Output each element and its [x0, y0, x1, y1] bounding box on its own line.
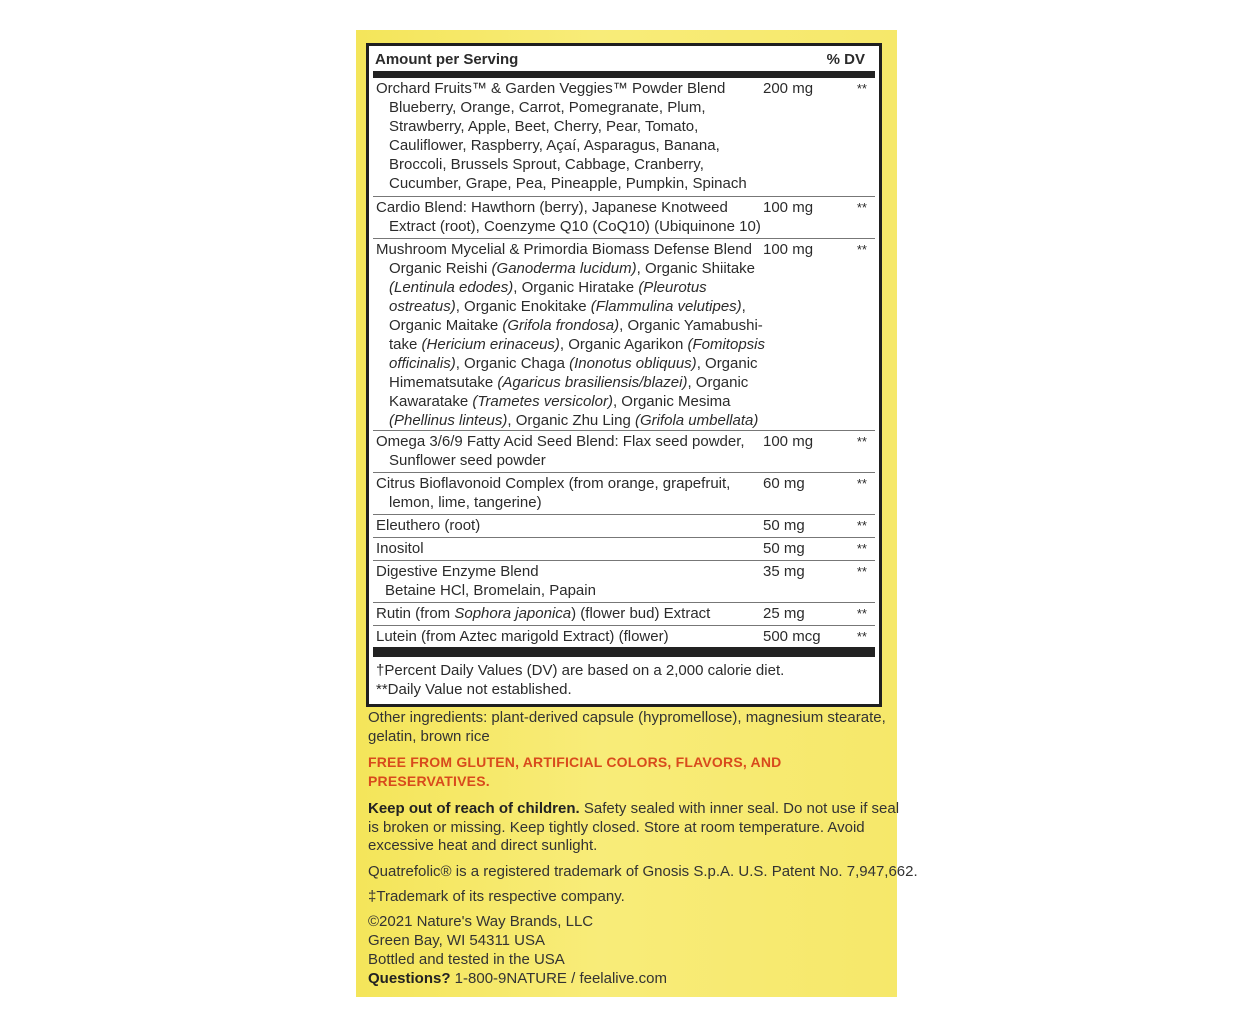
ingredient-amount: 60 mg	[763, 475, 805, 492]
ingredient-sub-line	[376, 259, 761, 278]
ingredient-sub-line: Cauliflower, Raspberry, Açaí, Asparagus, Banana,	[389, 137, 720, 154]
ingredient-text: , Organic Hiratake	[513, 279, 639, 296]
table-row	[373, 78, 875, 196]
latin-name: (Lentinula edodes)	[389, 279, 514, 296]
ingredient-title: Eleuthero (root)	[376, 517, 481, 534]
ingredient-sub-line	[376, 392, 761, 411]
latin-name: officinalis)	[389, 355, 456, 372]
ingredient-sub-line: Sunflower seed powder	[389, 452, 546, 469]
ingredient-sub-line	[376, 278, 761, 297]
ingredient-sub-line: lemon, lime, tangerine)	[389, 494, 542, 511]
latin-name: (Inonotus obliquus)	[569, 355, 697, 372]
ingredient-title-part: Sophora japonica	[454, 605, 572, 622]
ingredient-sub-line: Strawberry, Apple, Beet, Cherry, Pear, Tomato,	[389, 118, 699, 135]
trademark-respective: ‡Trademark of its respective company.	[368, 888, 625, 905]
ingredient-sub-line	[376, 297, 761, 316]
latin-name: (Pleurotus	[638, 279, 707, 296]
dv-header: % DV	[826, 51, 865, 68]
ingredient-sub-line: Blueberry, Orange, Carrot, Pomegranate, Plum,	[389, 99, 706, 116]
keep-out-line-3: excessive heat and direct sunlight.	[368, 837, 598, 854]
ingredient-dv: **	[856, 541, 867, 556]
ingredient-text: , Organic Zhu Ling	[507, 412, 635, 429]
latin-name: (Hericium erinaceus)	[421, 336, 560, 353]
ingredient-name	[376, 516, 761, 535]
ingredient-name	[376, 539, 761, 558]
keep-out-line-2: is broken or missing. Keep tightly closed. Store at room temperature. Avoid	[368, 819, 865, 836]
ingredient-sub-line: Betaine HCl, Bromelain, Papain	[385, 582, 596, 599]
ingredient-title: Cardio Blend: Hawthorn (berry), Japanese Knotweed	[376, 199, 728, 216]
ingredient-text: , Organic Agarikon	[559, 336, 688, 353]
ingredient-dv: **	[856, 564, 867, 579]
ingredient-title: Mushroom Mycelial & Primordia Biomass Defense Blend	[376, 241, 752, 258]
ingredient-sub-line	[376, 354, 761, 373]
latin-name: (Trametes versicolor)	[472, 393, 613, 410]
ingredient-sub-line: Extract (root), Coenzyme Q10 (CoQ10) (Ubiquinone 10)	[389, 218, 761, 235]
free-from-line-2: PRESERVATIVES.	[368, 773, 490, 789]
ingredient-name	[376, 240, 765, 430]
ingredient-text: , Organic Enokitake	[455, 298, 591, 315]
free-from-line-1: FREE FROM GLUTEN, ARTIFICIAL COLORS, FLAVORS, AND	[368, 754, 782, 770]
ingredient-dv: **	[856, 242, 867, 257]
ingredient-text: , Organic Yamabushi-	[619, 317, 763, 334]
ingredient-dv: **	[856, 606, 867, 621]
ingredient-text: Himematsutake	[389, 374, 498, 391]
ingredient-title: Citrus Bioflavonoid Complex (from orange, grapefruit,	[376, 475, 731, 492]
ingredient-dv: **	[856, 434, 867, 449]
ingredient-name	[376, 198, 761, 236]
ingredient-title: Orchard Fruits™ & Garden Veggies™ Powder Blend	[376, 80, 726, 97]
ingredient-amount: 50 mg	[763, 540, 805, 557]
ingredient-amount: 100 mg	[763, 241, 814, 258]
ingredient-text: , Organic Mesima	[612, 393, 731, 410]
ingredient-amount: 500 mcg	[763, 628, 821, 645]
table-row	[373, 537, 875, 561]
other-ingredients-line-2: gelatin, brown rice	[368, 728, 490, 745]
ingredient-title	[376, 605, 710, 622]
ingredient-text: , Organic	[696, 355, 758, 372]
dv-footnote: †Percent Daily Values (DV) are based on a 2,000 calorie diet.	[376, 662, 785, 679]
ingredient-text: take	[389, 336, 422, 353]
ingredient-name	[376, 474, 761, 512]
ingredient-sub-line: Broccoli, Brussels Sprout, Cabbage, Cranberry,	[389, 156, 704, 173]
questions-line	[368, 969, 667, 988]
latin-name: (Agaricus brasiliensis/blazei)	[497, 374, 688, 391]
ingredient-title: Inositol	[376, 540, 424, 557]
questions-bold: Questions?	[368, 970, 451, 987]
ingredient-text: Kawaratake	[389, 393, 473, 410]
ingredient-text: , Organic	[687, 374, 749, 391]
company-line-2: Green Bay, WI 54311 USA	[368, 932, 546, 949]
ingredient-text: Organic Maitake	[389, 317, 503, 334]
bottom-rule	[373, 647, 875, 657]
header-rule	[373, 71, 875, 78]
ingredient-amount: 35 mg	[763, 563, 805, 580]
table-row	[373, 196, 875, 239]
table-row	[373, 238, 875, 431]
company-line-3: Bottled and tested in the USA	[368, 951, 565, 968]
ingredient-text: ,	[741, 298, 746, 315]
ingredient-name	[376, 562, 761, 600]
ingredient-dv: **	[856, 518, 867, 533]
ingredient-amount: 200 mg	[763, 80, 814, 97]
questions-contact: 1-800-9NATURE / feelalive.com	[450, 970, 667, 987]
ingredient-amount: 100 mg	[763, 199, 814, 216]
ingredient-name	[376, 627, 761, 646]
latin-name: (Fomitopsis	[687, 336, 765, 353]
ingredient-sub-line	[376, 373, 761, 392]
ingredient-amount: 25 mg	[763, 605, 805, 622]
ingredient-title: Lutein (from Aztec marigold Extract) (flower)	[376, 628, 669, 645]
keep-out-rest: Safety sealed with inner seal. Do not use if seal	[579, 800, 900, 817]
ingredient-sub-line	[376, 316, 761, 335]
table-row	[373, 430, 875, 473]
trademark-quatrefolic: Quatrefolic® is a registered trademark of Gnosis S.p.A. U.S. Patent No. 7,947,662.	[368, 863, 918, 880]
table-row	[373, 602, 875, 626]
table-row	[373, 514, 875, 538]
supplement-facts-table	[366, 43, 882, 707]
ingredient-dv: **	[856, 629, 867, 644]
ingredient-text: , Organic Shiitake	[636, 260, 755, 277]
ingredient-amount: 50 mg	[763, 517, 805, 534]
table-header	[375, 51, 873, 73]
table-row	[373, 625, 875, 648]
keep-out-bold: Keep out of reach of children.	[368, 800, 580, 817]
amount-per-serving-header: Amount per Serving	[375, 51, 519, 68]
ingredient-title: Digestive Enzyme Blend	[376, 563, 539, 580]
other-ingredients-line-1: Other ingredients: plant-derived capsule (hypromellose), magnesium stearate,	[368, 709, 886, 726]
latin-name: ostreatus)	[389, 298, 456, 315]
ingredient-name	[376, 432, 761, 470]
latin-name: (Ganoderma lucidum)	[491, 260, 637, 277]
company-line-1: ©2021 Nature's Way Brands, LLC	[368, 913, 594, 930]
ingredient-sub-line	[376, 411, 761, 430]
ingredient-text: Organic Reishi	[389, 260, 492, 277]
ingredient-sub-line: Cucumber, Grape, Pea, Pineapple, Pumpkin, Spinach	[389, 175, 747, 192]
ingredient-dv: **	[856, 200, 867, 215]
latin-name: (Grifola frondosa)	[502, 317, 620, 334]
not-established-footnote: **Daily Value not established.	[376, 681, 572, 698]
ingredient-title-part: ) (flower bud) Extract	[571, 605, 711, 622]
ingredient-sub-line	[376, 335, 765, 354]
ingredient-text: , Organic Chaga	[455, 355, 570, 372]
latin-name: (Grifola umbellata)	[634, 412, 759, 429]
keep-out-line-1	[368, 799, 899, 818]
ingredient-amount: 100 mg	[763, 433, 814, 450]
ingredient-name	[376, 604, 761, 623]
table-row	[373, 472, 875, 515]
table-row	[373, 560, 875, 603]
latin-name: (Flammulina velutipes)	[590, 298, 742, 315]
ingredient-name	[376, 79, 761, 193]
ingredient-dv: **	[856, 476, 867, 491]
latin-name: (Phellinus linteus)	[389, 412, 508, 429]
ingredient-dv: **	[856, 81, 867, 96]
ingredient-title-part: Rutin (from	[376, 605, 455, 622]
ingredient-title: Omega 3/6/9 Fatty Acid Seed Blend: Flax seed powder,	[376, 433, 745, 450]
